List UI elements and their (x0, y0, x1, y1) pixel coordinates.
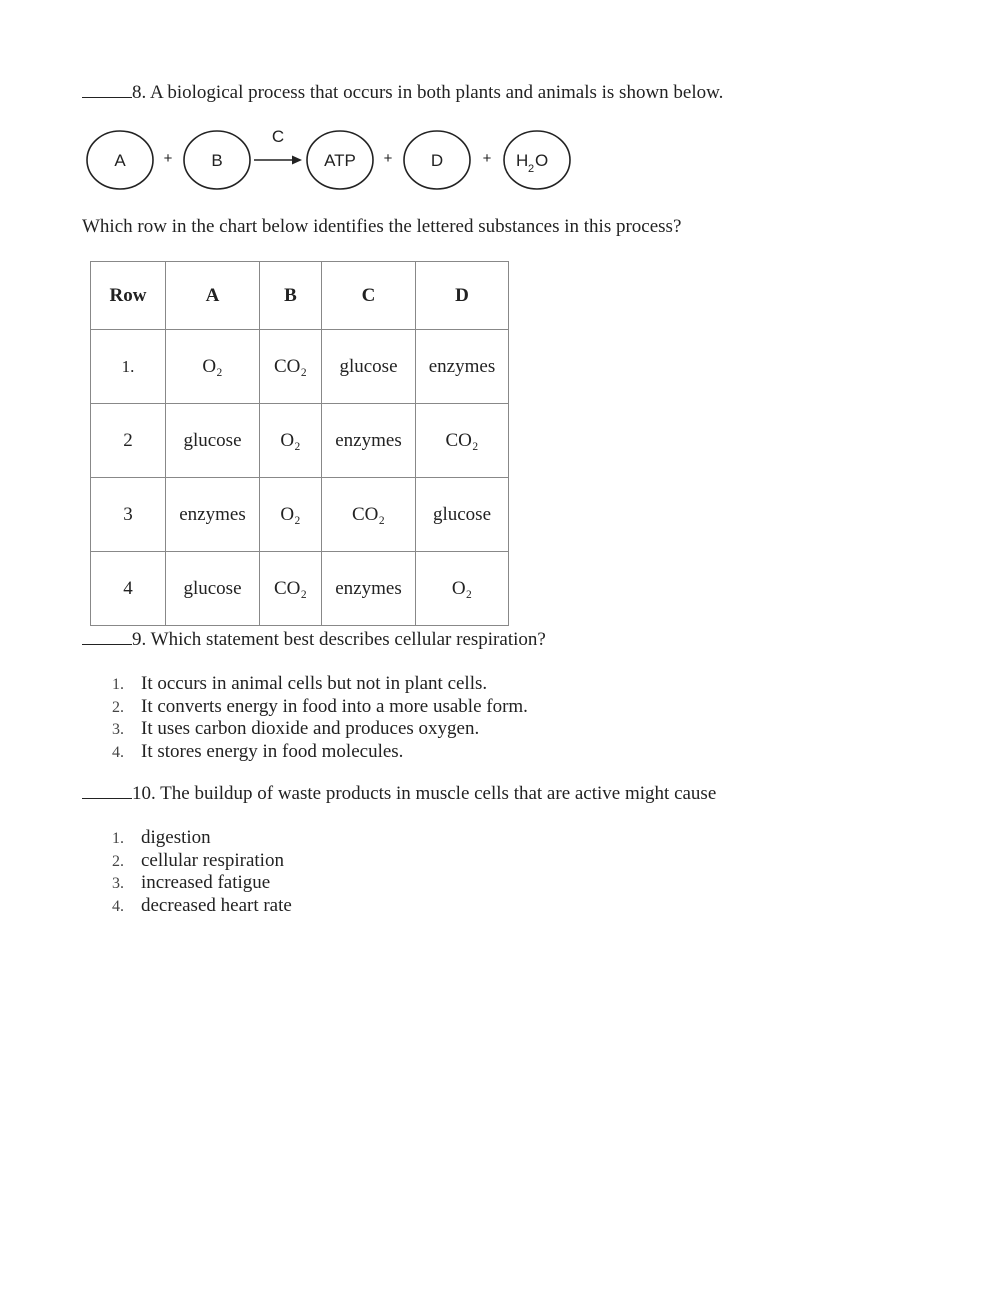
header-b: B (260, 262, 322, 330)
option-text: It converts energy in food into a more usable form. (141, 695, 528, 717)
circle-d (404, 131, 470, 189)
answer-chart (90, 261, 509, 626)
table-cell: enzymes (416, 330, 509, 404)
circle-a-label: A (114, 151, 126, 170)
header-row: Row (91, 262, 166, 330)
question-9-options (112, 673, 528, 764)
table-cell: CO₂ (260, 330, 322, 404)
table-cell: O₂ (416, 552, 509, 626)
plus-sign-2: + (383, 150, 393, 167)
table-row (91, 330, 509, 404)
list-item[interactable] (112, 673, 528, 696)
list-item[interactable] (112, 850, 292, 873)
h2o-o: O (535, 151, 549, 170)
chart-header-row (91, 262, 509, 330)
table-cell: CO₂ (322, 478, 416, 552)
table-row (91, 552, 509, 626)
answer-blank-10[interactable] (82, 783, 132, 799)
table-cell: O₂ (260, 404, 322, 478)
reaction-diagram (84, 126, 574, 194)
table-cell: glucose (322, 330, 416, 404)
list-item[interactable] (112, 718, 528, 741)
option-text: It occurs in animal cells but not in plant cells. (141, 673, 488, 694)
question-10 (82, 783, 716, 805)
option-number: 3. (112, 721, 124, 739)
plus-sign-3: + (482, 150, 492, 167)
table-cell: glucose (166, 404, 260, 478)
table-row (91, 404, 509, 478)
circle-h2o (504, 131, 570, 189)
table-cell: glucose (416, 478, 509, 552)
table-cell-row-number: 3 (91, 478, 166, 552)
table-cell-row-number: 1. (91, 330, 166, 404)
answer-blank-9[interactable] (82, 629, 132, 645)
option-number: 1. (112, 676, 124, 693)
circle-a (87, 131, 153, 189)
h2o-subscript: 2 (528, 163, 535, 175)
h2o-h: H (516, 151, 529, 170)
table-cell: glucose (166, 552, 260, 626)
circle-b (184, 131, 250, 189)
circle-atp-label: ATP (324, 151, 356, 170)
table-cell-row-number: 2 (91, 404, 166, 478)
table-cell: enzymes (322, 404, 416, 478)
question-8-text: 8. A biological process that occurs in both plants and animals is shown below. (132, 82, 724, 103)
option-text: It uses carbon dioxide and produces oxygen. (141, 718, 480, 740)
circle-d-label: D (430, 151, 444, 170)
question-8-prompt: Which row in the chart below identifies the lettered substances in this process? (82, 216, 682, 237)
header-a: A (166, 262, 260, 330)
option-number: 3. (112, 875, 124, 893)
circle-atp (307, 131, 373, 189)
list-item[interactable] (112, 895, 292, 918)
question-8 (82, 82, 723, 104)
question-9 (82, 629, 546, 651)
option-number: 1. (112, 830, 124, 847)
question-10-options (112, 827, 292, 918)
answer-blank-8[interactable] (82, 82, 132, 98)
option-text: cellular respiration (141, 849, 284, 871)
circle-b-label: B (211, 151, 223, 170)
question-10-text: 10. The buildup of waste products in muscle cells that are active might cause (132, 783, 717, 804)
table-cell: enzymes (322, 552, 416, 626)
list-item[interactable] (112, 827, 292, 850)
table-cell: enzymes (166, 478, 260, 552)
option-number: 4. (112, 898, 124, 916)
table-cell: O₂ (166, 330, 260, 404)
option-number: 2. (112, 698, 124, 716)
list-item[interactable] (112, 741, 528, 764)
table-row (91, 478, 509, 552)
arrow-label-c: C (271, 127, 285, 146)
option-number: 4. (112, 744, 124, 762)
table-cell: CO₂ (416, 404, 509, 478)
plus-sign-1: + (163, 150, 173, 167)
option-text: increased fatigue (141, 872, 271, 894)
table-cell: CO₂ (260, 552, 322, 626)
table-cell-row-number: 4 (91, 552, 166, 626)
list-item[interactable] (112, 696, 528, 719)
option-text: digestion (141, 827, 211, 848)
header-d: D (416, 262, 509, 330)
question-9-text: 9. Which statement best describes cellular respiration? (132, 629, 546, 650)
option-number: 2. (112, 852, 124, 870)
list-item[interactable] (112, 872, 292, 895)
reaction-arrow (254, 127, 302, 165)
header-c: C (322, 262, 416, 330)
option-text: It stores energy in food molecules. (141, 741, 404, 763)
option-text: decreased heart rate (141, 895, 292, 917)
table-cell: O₂ (260, 478, 322, 552)
